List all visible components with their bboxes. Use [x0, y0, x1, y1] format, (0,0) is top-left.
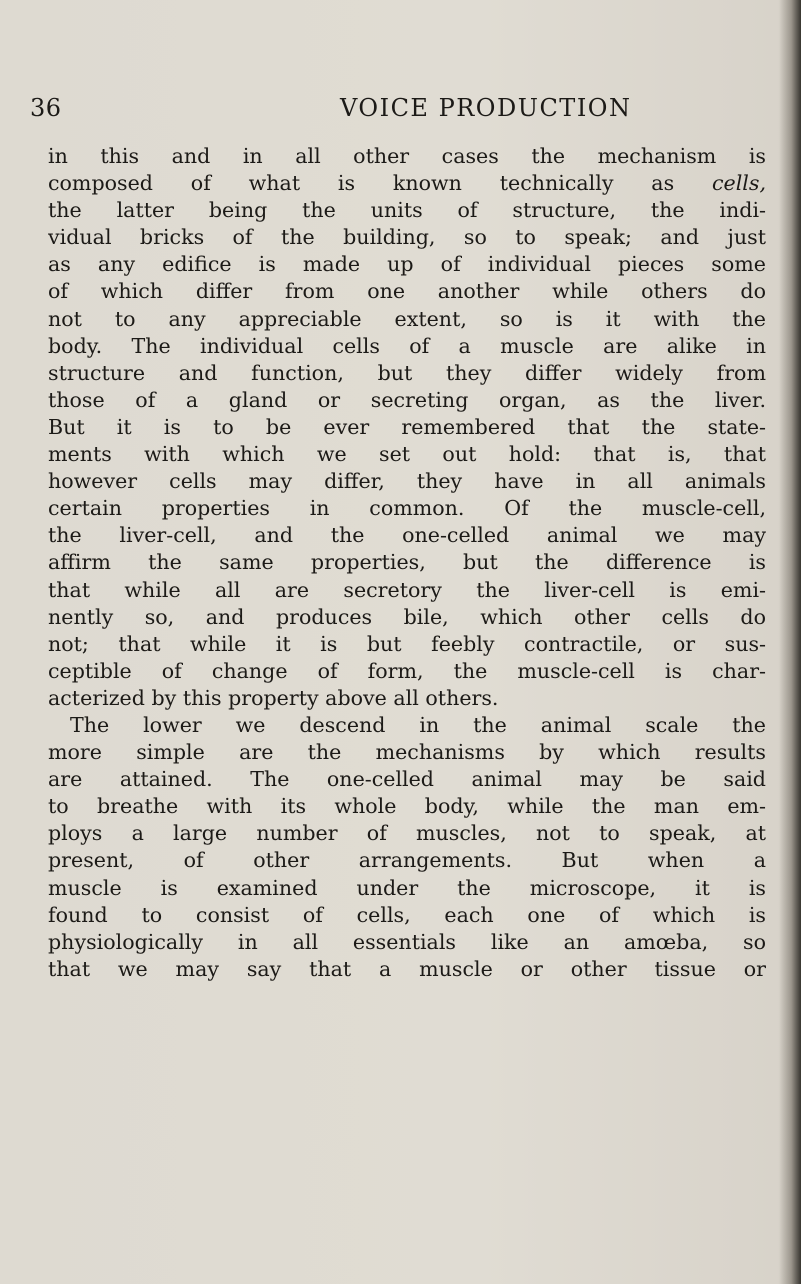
text-line: ments with which we set out hold: that is, that — [48, 442, 766, 467]
text-line: ploys a large number of muscles, not to speak, at — [48, 821, 766, 846]
text-line: more simple are the mechanisms by which results — [48, 740, 766, 765]
text-line: body. The individual cells of a muscle are alike in — [48, 333, 766, 358]
page-number: 36 — [30, 94, 62, 122]
text-line: vidual bricks of the building, so to speak; and just — [48, 225, 766, 250]
body-text — [48, 143, 766, 983]
text-line: The lower we descend in the animal scale the — [70, 712, 766, 737]
page-header — [30, 94, 770, 124]
text-line: acterized by this property above all others. — [48, 685, 499, 710]
text-line: as any edifice is made up of individual pieces some — [48, 252, 766, 277]
text-line: of which differ from one another while others do — [48, 279, 766, 304]
text-line: not; that while it is but feebly contractile, or sus- — [48, 631, 766, 656]
text-line: affirm the same properties, but the difference is — [48, 550, 766, 575]
page-edge-shadow — [779, 0, 801, 1284]
text-line: But it is to be ever remembered that the state- — [48, 414, 766, 439]
text-line: those of a gland or secreting organ, as the liver. — [48, 387, 766, 412]
text-line: that we may say that a muscle or other tissue or — [48, 956, 766, 981]
text-line: however cells may differ, they have in all animals — [48, 469, 766, 494]
text-line: not to any appreciable extent, so is it with the — [48, 306, 766, 331]
text-line: the liver-cell, and the one-celled animal we may — [48, 523, 766, 548]
text-line: certain properties in common. Of the muscle-cell, — [48, 496, 766, 521]
text-line: structure and function, but they differ widely from — [48, 360, 766, 385]
italic-term: cells, — [711, 171, 766, 196]
text-line: nently so, and produces bile, which other cells do — [48, 604, 766, 629]
text-line: the latter being the units of structure, the indi- — [48, 198, 766, 223]
text-line: physiologically in all essentials like an amœba, so — [48, 929, 766, 954]
text-line: composed of what is known technically as cells, — [48, 171, 766, 196]
text-line: found to consist of cells, each one of which is — [48, 902, 766, 927]
text-line: are attained. The one-celled animal may be said — [48, 767, 766, 792]
text-line: in this and in all other cases the mechanism is — [48, 144, 766, 168]
text-line: to breathe with its whole body, while the man em- — [48, 794, 766, 819]
text-line: muscle is examined under the microscope, it is — [48, 875, 766, 900]
text-line: that while all are secretory the liver-cell is emi- — [48, 577, 766, 602]
running-title: VOICE PRODUCTION — [340, 94, 632, 122]
text-line: present, of other arrangements. But when a — [48, 848, 766, 873]
text-line: ceptible of change of form, the muscle-cell is char- — [48, 658, 766, 683]
